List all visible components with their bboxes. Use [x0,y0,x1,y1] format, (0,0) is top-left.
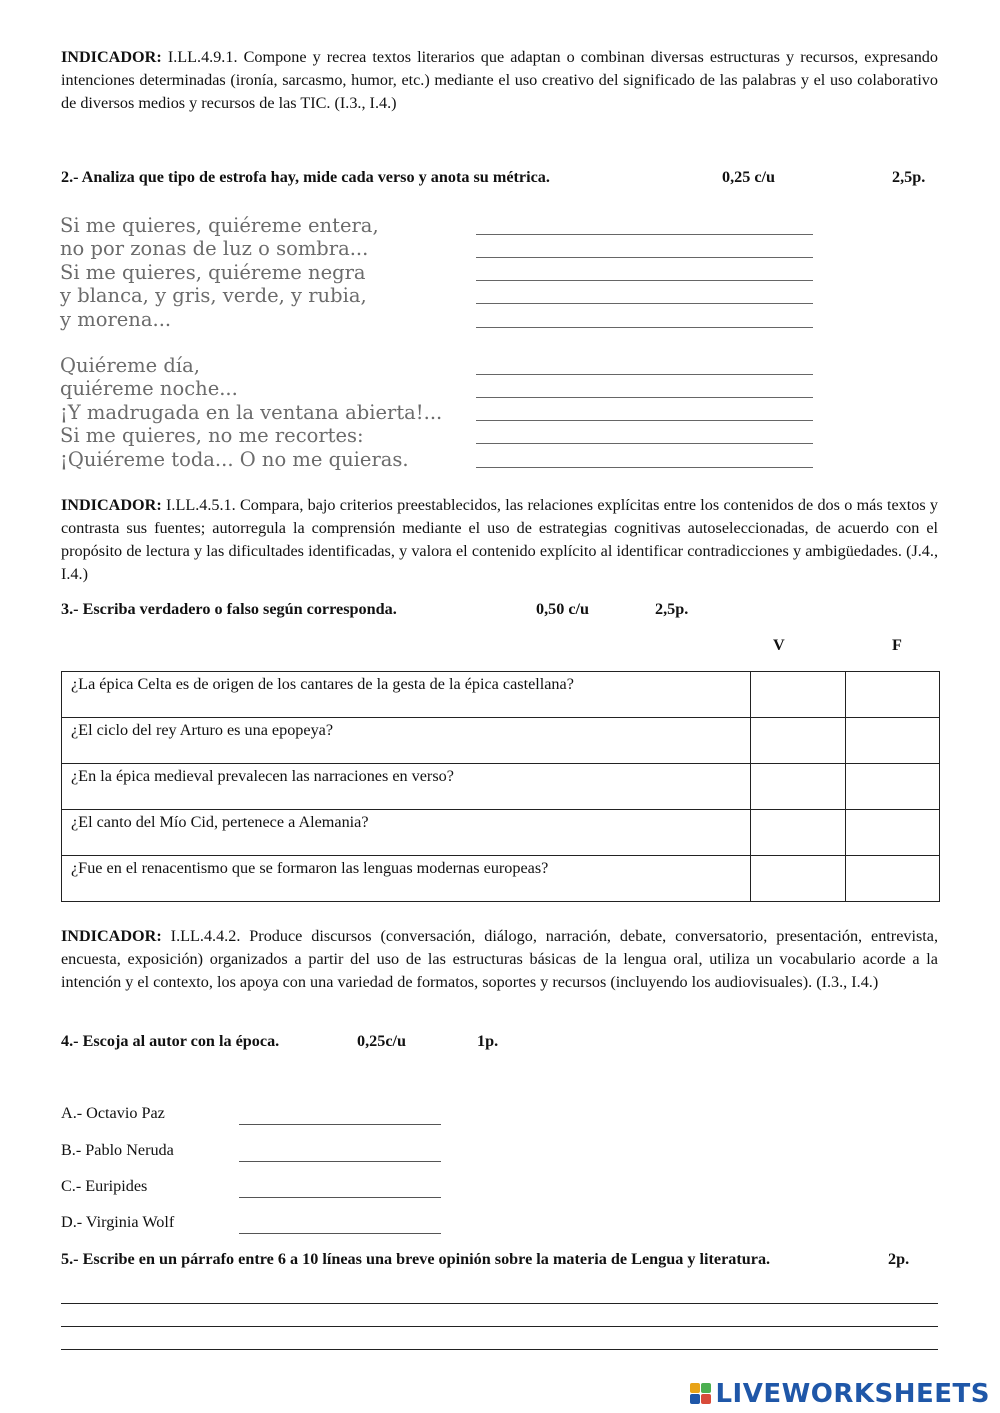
meter-answer-line[interactable] [476,280,813,281]
indicator-text: I.LL.4.9.1. Compone y recrea textos literarios que adaptan o combinan diversas estructuras y recursos, expresando intenciones determinadas (ironía, sarcasmo, humor, etc.) mediante el uso creativo del significado de las palabras y el uso colaborativo de diversos medios y recursos de las TIC. (I.3., I.4.) [61,48,938,112]
meter-answer-line[interactable] [476,443,813,444]
table-row [62,764,940,810]
true-answer-cell[interactable] [751,672,846,718]
true-answer-cell[interactable] [751,764,846,810]
false-answer-cell[interactable] [846,718,940,764]
verse-line: quiéreme noche... [60,377,238,401]
meter-answer-line[interactable] [476,467,813,468]
question-cell: ¿Fue en el renacentismo que se formaron las lenguas modernas europeas? [62,856,751,902]
author-answer-line[interactable] [239,1124,441,1125]
meter-answer-line[interactable] [476,420,813,421]
question-4-points: 1p. [477,1032,499,1050]
poem-stanza-2 [60,354,442,471]
opinion-answer-line[interactable] [61,1349,938,1350]
verse-line: no por zonas de luz o sombra... [60,237,369,261]
brand-name: LIVEWORKSHEETS [715,1379,990,1409]
liveworksheets-logo [690,1379,990,1409]
liveworksheets-logo-icon [690,1383,712,1405]
indicator-text: I.LL.4.4.2. Produce discursos (conversación, diálogo, narración, debate, conversatorio, presentación, entrevista, encuesta, exposición) organizados a partir del uso de las estructuras básicas de la lengua oral, utiliza un vocabulario acorde a la intención y el contexto, los apoya con una variedad de formatos, soportes y recursos (incluyendo los audiovisuales). (I.3., I.4.) [61,927,938,991]
false-answer-cell[interactable] [846,672,940,718]
verse-line: Quiéreme día, [60,354,200,377]
question-cell: ¿En la épica medieval prevalecen las narraciones en verso? [62,764,751,810]
indicator-text: I.LL.4.5.1. Compara, bajo criterios preestablecidos, las relaciones explícitas entre los contenidos de dos o más textos y contrasta sus fuentes; autorregula la comprensión mediante el uso de estrategias cognitivas autoseleccionadas, de acuerdo con el propósito de lectura y las dificultades identificadas, y valora el contenido explícito al identificar contradicciones y ambigüedades. (J.4., I.4.) [61,496,938,583]
author-option: A.- Octavio Paz [61,1104,165,1122]
indicator-label: INDICADOR: [61,927,162,945]
table-row [62,718,940,764]
meter-answer-line[interactable] [476,234,813,235]
poem-stanza-1 [60,214,379,331]
false-answer-cell[interactable] [846,810,940,856]
question-5-points: 2p. [888,1250,910,1268]
author-answer-line[interactable] [239,1161,441,1162]
indicator-2 [61,494,938,586]
question-2-per-item: 0,25 c/u [722,168,776,186]
verse-line: y blanca, y gris, verde, y rubia, [60,284,367,308]
author-option: D.- Virginia Wolf [61,1213,175,1231]
question-3-per-item: 0,50 c/u [536,600,590,618]
opinion-answer-line[interactable] [61,1303,938,1304]
table-row [62,810,940,856]
question-cell: ¿La épica Celta es de origen de los cantares de la gesta de la épica castellana? [62,672,751,718]
meter-answer-line[interactable] [476,397,813,398]
author-option: B.- Pablo Neruda [61,1141,174,1159]
question-cell: ¿El ciclo del rey Arturo es una epopeya? [62,718,751,764]
false-answer-cell[interactable] [846,764,940,810]
false-answer-cell[interactable] [846,856,940,902]
verse-line: ¡Quiéreme toda... O no me quieras. [60,447,409,471]
verse-line: y morena... [60,307,172,331]
question-2-points: 2,5p. [892,168,926,186]
true-false-table [61,671,940,902]
verse-line: Si me quieres, no me recortes: [60,424,364,448]
author-answer-line[interactable] [239,1197,441,1198]
opinion-answer-line[interactable] [61,1326,938,1327]
meter-answer-line[interactable] [476,374,813,375]
indicator-label: INDICADOR: [61,496,162,514]
indicator-label: INDICADOR: [61,48,162,66]
indicator-3 [61,925,938,994]
author-answer-line[interactable] [239,1233,441,1234]
question-4-per-item: 0,25c/u [357,1032,407,1050]
question-cell: ¿El canto del Mío Cid, pertenece a Alemania? [62,810,751,856]
question-5-title: 5.- Escribe en un párrafo entre 6 a 10 líneas una breve opinión sobre la materia de Lengua y literatura. [61,1250,771,1268]
author-option: C.- Euripides [61,1177,148,1195]
table-row [62,672,940,718]
column-header-true: V [773,636,785,654]
true-answer-cell[interactable] [751,810,846,856]
question-2-title: 2.- Analiza que tipo de estrofa hay, mide cada verso y anota su métrica. [61,168,550,186]
true-answer-cell[interactable] [751,718,846,764]
meter-answer-line[interactable] [476,303,813,304]
table-row [62,856,940,902]
verse-line: Si me quieres, quiéreme entera, [60,214,379,237]
question-3-points: 2,5p. [655,600,689,618]
indicator-1 [61,46,938,115]
true-answer-cell[interactable] [751,856,846,902]
verse-line: Si me quieres, quiéreme negra [60,260,366,284]
question-3-title: 3.- Escriba verdadero o falso según corresponda. [61,600,397,618]
verse-line: ¡Y madrugada en la ventana abierta!... [60,400,443,424]
question-4-title: 4.- Escoja al autor con la época. [61,1032,280,1050]
column-header-false: F [892,636,902,654]
meter-answer-line[interactable] [476,257,813,258]
meter-answer-line[interactable] [476,327,813,328]
